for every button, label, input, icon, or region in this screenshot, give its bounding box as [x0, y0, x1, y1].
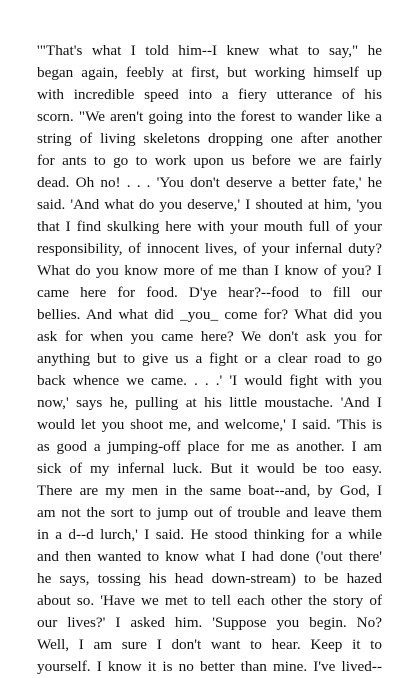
text-line: sick of my infernal luck. But it would be too easy.	[37, 460, 382, 477]
text-line: ask for when you came here? We don't ask you for	[37, 328, 382, 345]
text-line: scorn. "We aren't going into the forest to wander like a	[37, 108, 382, 125]
text-line: There are my men in the same boat--and, by God, I	[37, 482, 382, 499]
text-line: he says, tossing his head down-stream) to be hazed	[37, 570, 382, 587]
body-text	[37, 40, 382, 678]
text-line: about so. 'Have we met to tell each other the story of	[37, 592, 382, 609]
text-line: began again, feebly at first, but working himself up	[37, 64, 382, 81]
page	[37, 40, 382, 678]
text-line: am not the sort to jump out of trouble and leave them	[37, 504, 382, 521]
text-line: for ants to go to work upon us before we are fairly	[37, 152, 382, 169]
text-line: came here for food. D'ye hear?--food to fill our	[37, 284, 382, 301]
text-line: bellies. And what did _you_ come for? What did you	[37, 306, 382, 323]
text-line: as good a jumping-off place for me as another. I am	[37, 438, 382, 455]
text-line: in a d--d lurch,' I said. He stood thinking for a while	[37, 526, 382, 543]
text-line: our lives?' I asked him. 'Suppose you begin. No?	[37, 614, 382, 631]
text-line: with incredible speed into a fiery utterance of his	[37, 86, 382, 103]
text-line: said. 'And what do you deserve,' I shouted at him, 'you	[37, 196, 382, 213]
text-line: string of living skeletons dropping one after another	[37, 130, 382, 147]
text-line: What do you know more of me than I know of you? I	[37, 262, 382, 279]
text-line: responsibility, of innocent lives, of your infernal duty?	[37, 240, 382, 257]
text-line: yourself. I know it is no better than mine. I've lived--	[37, 658, 382, 675]
text-line: '"That's what I told him--I knew what to say," he	[37, 42, 382, 59]
text-line: would let you shoot me, and welcome,' I said. 'This is	[37, 416, 382, 433]
text-line: back whence we came. . . .' 'I would fight with you	[37, 372, 382, 389]
text-line: now,' says he, pulling at his little moustache. 'And I	[37, 394, 382, 411]
text-line: Well, I am sure I don't want to hear. Keep it to	[37, 636, 382, 653]
text-line: that I find skulking here with your mouth full of your	[37, 218, 382, 235]
text-line: anything but to give us a fight or a clear road to go	[37, 350, 382, 367]
text-line: and then wanted to know what I had done ('out there'	[37, 548, 382, 565]
text-line: dead. Oh no! . . . 'You don't deserve a better fate,' he	[37, 174, 382, 191]
